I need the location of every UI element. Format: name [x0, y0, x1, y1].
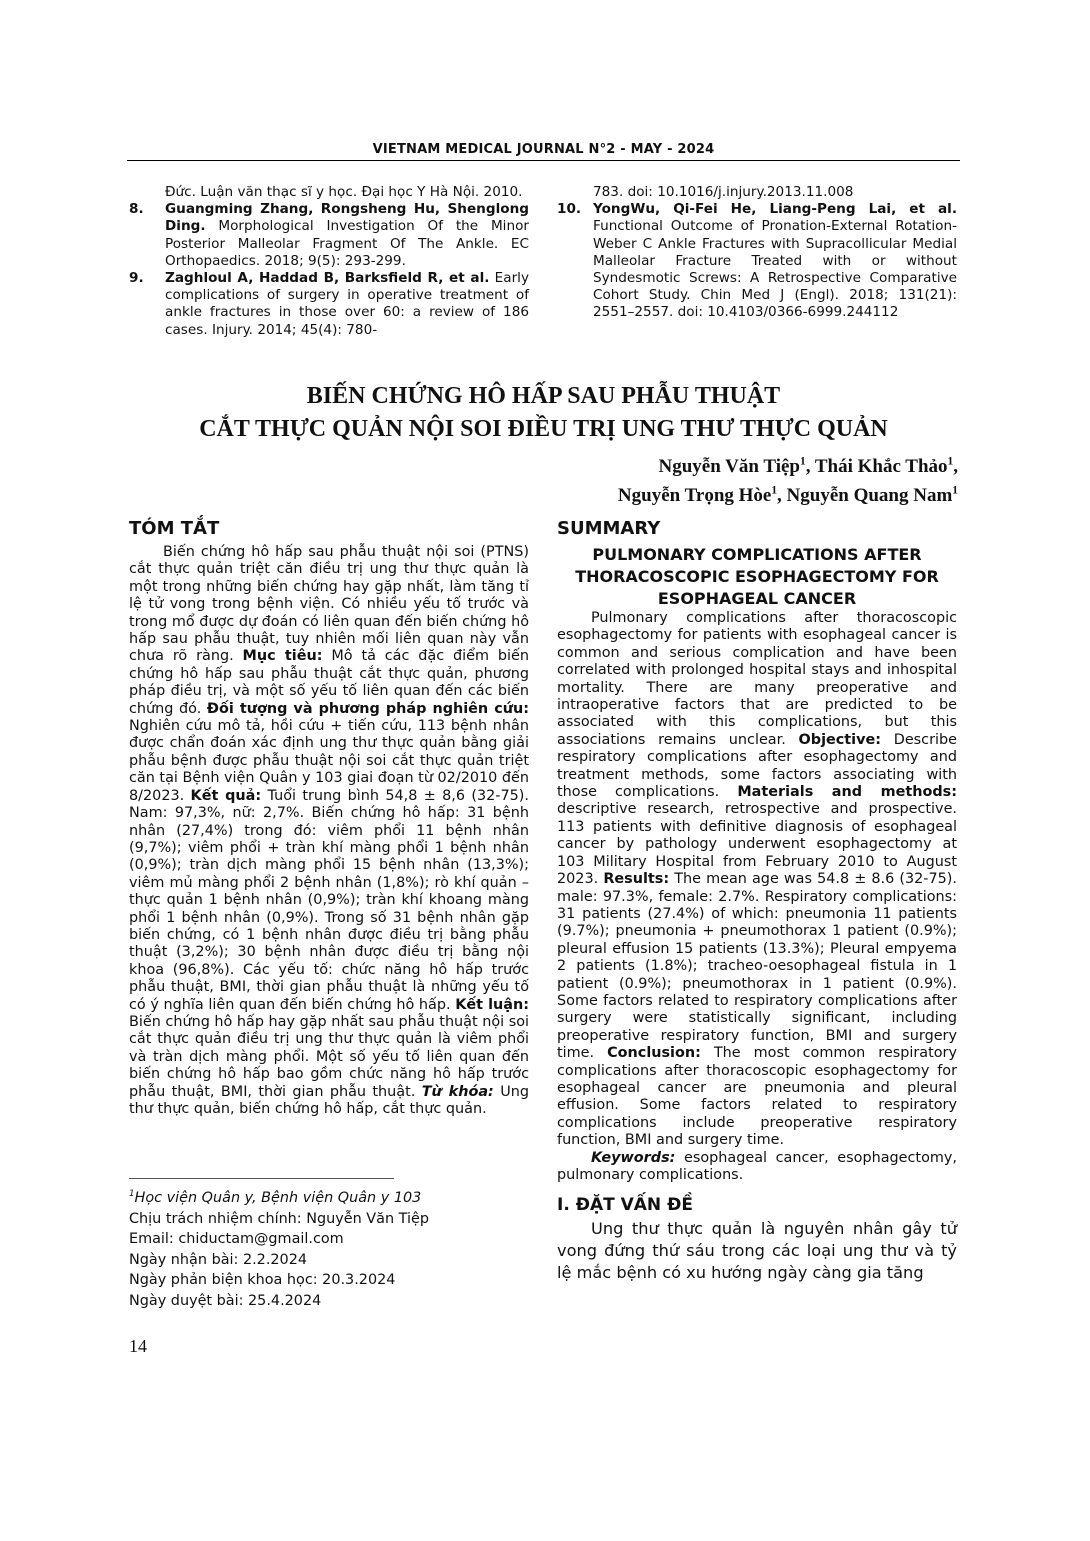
- abstract-vi-results: Tuổi trung bình 54,8 ± 8,6 (32-75). Nam: 97,3%, nữ: 2,7%. Biến chứng hô hấp: 31 bệnh nhân (27,4%) trong đó: viêm phổi 11 bệnh nhân (9,7%); viêm phổi + tràn khí màng phổi 1 bệnh nhân (0,9%); tràn dịch màng phổi 15 bệnh nhân (13,3%); viêm mủ màng phổi 2 bệnh nhân (1,8%); rò khí quản – thực quản 1 bệnh nhân (0,9%); tràn khí khoang màng phổi 1 bệnh nhân (0,9%). Trong số 31 bệnh nhân gặp biến chứng, có 1 bệnh nhân được điều trị bằng phẫu thuật (3,2%); 30 bệnh nhân được điều trị bằng nội khoa (96,8%). Các yếu tố: chức năng hô hấp trước phẫu thuật, BMI, thời gian phẫu thuật là những yếu tố có ý nghĩa liên quan đến biến chứng hô hấp.: [129, 787, 529, 1013]
- reference-8-text: Morphological Investigation Of the Minor Posterior Malleolar Fragment Of The Ankle. EC Orthopaedics. 2018; 9(5): 293-299.: [165, 218, 529, 269]
- abstract-vi-results-label: Kết quả:: [190, 787, 262, 804]
- abstract-en-keywords-text: esophageal cancer, esophagectomy, pulmonary complications.: [557, 1149, 957, 1183]
- abstract-en-keywords-label: Keywords:: [591, 1149, 676, 1166]
- footnote-received: Ngày nhận bài: 2.2.2024: [129, 1251, 308, 1268]
- abstract-vietnamese: [129, 518, 529, 1118]
- article-title: [127, 380, 960, 446]
- article-authors: [618, 452, 958, 510]
- footnote-responsible: Chịu trách nhiệm chính: Nguyễn Văn Tiệp: [129, 1210, 430, 1227]
- reference-10: [557, 201, 957, 321]
- footnote-rule: [129, 1178, 394, 1179]
- references-left: [129, 184, 529, 339]
- abstract-vi-conclusion: Biến chứng hô hấp hay gặp nhất sau phẫu thuật nội soi cắt thực quản điều trị ung thư thực quản là viêm phổi và tràn dịch màng phổi. Một số yếu tố liên quan đến biến chứng hô hấp bao gồm chức năng hô hấp trước phẫu thuật, BMI, thời gian phẫu thuật.: [129, 1013, 530, 1100]
- abstract-vi-keywords-label: Từ khóa:: [421, 1083, 494, 1100]
- references-right: [557, 184, 957, 322]
- abstract-en-background: Pulmonary complications after thoracoscopic esophagectomy for patients with esophageal cancer is common and serious complication and have been correlated with prolonged hospital stays and inhospital mortality. There are many preoperative and intraoperative factors that are predicted to be associated with this complications, but this associations remains unclear.: [557, 610, 957, 748]
- abstract-en-heading: SUMMARY: [557, 518, 661, 539]
- introduction-heading: I. ĐẶT VẤN ĐỀ: [557, 1195, 693, 1216]
- author-affiliation-sup: 1: [771, 484, 778, 497]
- abstract-en-results: The mean age was 54.8 ± 8.6 (32-75). male: 97.3%, female: 2.7%. Respiratory complications: 31 patients (27.4%) of which: pneumonia 11 patients (9.7%); pneumonia + pneumothorax 1 patient (0.9%); pleural effusion 15 patients (13.3%); Pleural empyema 2 patients (1.8%); tracheo-oesophageal fistula in 1 patient (0.9%); pneumothorax in 1 patient (0.9%). Some factors related to respiratory complications after surgery were statistically significant, including preoperative respiratory function, BMI and surgery time.: [557, 871, 957, 1062]
- abstract-en-conclusion-label: Conclusion:: [607, 1045, 701, 1062]
- journal-header: VIETNAM MEDICAL JOURNAL N°2 - MAY - 2024: [372, 142, 715, 157]
- reference-9-text: Early complications of surgery in operative treatment of ankle fractures in those over 60: a review of 186 cases. Injury. 2014; 45(4): 780-: [165, 270, 529, 338]
- author-affiliation-sup: 1: [947, 455, 954, 468]
- abstract-en-objective: Describe respiratory complications after esophagectomy and treatment methods, some factors associating with those complications.: [557, 731, 957, 801]
- reference-10-authors: YongWu, Qi-Fei He, Liang-Peng Lai, et al.: [593, 201, 957, 218]
- abstract-vi-objective: Mô tả các đặc điểm biến chứng hô hấp sau phẫu thuật cắt thực quản, phương pháp điều trị, và một số yếu tố liên quan đến các biến chứng đó.: [129, 648, 529, 717]
- authors-line-1: [618, 452, 958, 481]
- abstract-en-methods-label: Materials and methods:: [737, 784, 957, 801]
- abstract-vi-methods: Nghiên cứu mô tả, hồi cứu + tiến cứu, 113 bệnh nhân được chẩn đoán xác định ung thư thực quản bằng giải phẫu bệnh được phẫu thuật nội soi cắt thực quản triệt căn tại Bệnh viện Quân y 103 giai đoạn từ 02/2010 đến 8/2023.: [129, 718, 529, 804]
- introduction-paragraph: Ung thư thực quản là nguyên nhân gây tử vong đứng thứ sáu trong các loại ung thư và tỷ lệ mắc bệnh có xu hướng ngày càng gia tăng: [557, 1219, 957, 1282]
- author-affiliation-sup: 1: [799, 455, 806, 468]
- abstract-en-title-line-3: ESOPHAGEAL CANCER: [657, 589, 857, 608]
- abstract-en-title-line-2: THORACOSCOPIC ESOPHAGECTOMY FOR: [575, 567, 939, 586]
- author-separator: ,: [953, 456, 958, 477]
- reference-9-continuation: 783. doi: 10.1016/j.injury.2013.11.008: [593, 184, 854, 200]
- article-title-line-2: CẮT THỰC QUẢN NỘI SOI ĐIỀU TRỊ UNG THƯ THỰC QUẢN: [199, 416, 888, 442]
- abstract-vi-conclusion-label: Kết luận:: [455, 996, 529, 1013]
- abstract-vi-background: Biến chứng hô hấp sau phẫu thuật nội soi (PTNS) cắt thực quản triệt căn điều trị ung thư thực quản là một trong những biến chứng hay gặp nhất, làm tăng tỉ lệ tử vong trong bệnh viện. Có nhiều yếu tố trước và trong mổ được dự đoán có liên quan đến biến chứng hô hấp sau phẫu thuật, tuy nhiên mối liên quan này vẫn chưa rõ ràng.: [129, 544, 529, 665]
- reference-8-authors: Guangming Zhang, Rongsheng Hu, Shenglong Ding.: [165, 201, 529, 235]
- header-rule: [127, 160, 960, 161]
- footnote-affiliation: [129, 1188, 529, 1209]
- abstract-en-keywords: [557, 1150, 957, 1185]
- abstract-en-methods: descriptive research, retrospective and prospective. 113 patients with definitive diagnosis of esophageal cancer by pathology underwent esophagectomy at 103 Military Hospital from February 2010 to August 2023.: [557, 801, 957, 888]
- abstract-en-title-line-1: PULMONARY COMPLICATIONS AFTER: [592, 545, 922, 564]
- abstract-vi-body: [129, 544, 529, 1118]
- reference-9-authors: Zaghloul A, Haddad B, Barksfield R, et al.: [165, 270, 490, 287]
- reference-9-number: 9.: [129, 270, 144, 287]
- footnote-affiliation-text: Học viện Quân y, Bệnh viện Quân y 103: [134, 1190, 422, 1206]
- abstract-vi-keywords: Ung thư thực quản, biến chứng hô hấp, cắt thực quản.: [129, 1083, 529, 1117]
- abstract-en-body: [557, 610, 957, 1150]
- footnote-affiliation-sup: 1: [129, 1189, 135, 1200]
- abstract-en-title: [557, 544, 957, 610]
- abstract-en-conclusion: The most common respiratory complications after thoracoscopic esophagectomy for esophageal cancer are pneumonia and pleural effusion. Some factors related to respiratory complications include preoperative respiratory function, BMI and surgery time.: [557, 1045, 957, 1149]
- abstract-english: [557, 518, 957, 1283]
- author-name: Nguyễn Văn Tiệp: [658, 456, 800, 477]
- page-number: 14: [129, 1336, 147, 1356]
- author-affiliation-sup: 1: [952, 484, 958, 497]
- reference-10-text: Functional Outcome of Pronation-External Rotation-Weber C Ankle Fractures with Supracollicular Medial Malleolar Fracture Treated with or without Syndesmotic Screws: A Retrospective Comparative Cohort Study. Chin Med J (Engl). 2018; 131(21): 2551–2557. doi: 10.4103/0366-6999.244112: [593, 218, 957, 321]
- abstract-vi-methods-label: Đối tượng và phương pháp nghiên cứu:: [206, 700, 529, 717]
- footnotes: [129, 1188, 529, 1312]
- author-name: Nguyễn Trọng Hòe: [617, 485, 772, 506]
- reference-10-number: 10.: [557, 201, 582, 218]
- reference-9: [129, 270, 529, 339]
- author-name: , Nguyễn Quang Nam: [777, 485, 953, 506]
- reference-8: [129, 201, 529, 270]
- abstract-en-objective-label: Objective:: [798, 731, 881, 748]
- footnote-reviewed: Ngày phản biện khoa học: 20.3.2024: [129, 1272, 396, 1289]
- author-name: , Thái Khắc Thảo: [805, 456, 948, 477]
- footnote-email: Email: chiductam@gmail.com: [129, 1231, 344, 1248]
- reference-8-number: 8.: [129, 201, 144, 218]
- abstract-en-results-label: Results:: [603, 871, 670, 888]
- authors-line-2: [618, 481, 958, 510]
- abstract-vi-objective-label: Mục tiêu:: [242, 648, 323, 665]
- reference-7-continuation: Đức. Luận văn thạc sĩ y học. Đại học Y Hà Nội. 2010.: [165, 184, 523, 200]
- footnote-accepted: Ngày duyệt bài: 25.4.2024: [129, 1292, 322, 1309]
- article-title-line-1: BIẾN CHỨNG HÔ HẤP SAU PHẪU THUẬT: [306, 383, 781, 409]
- abstract-vi-heading: TÓM TẮT: [129, 518, 220, 539]
